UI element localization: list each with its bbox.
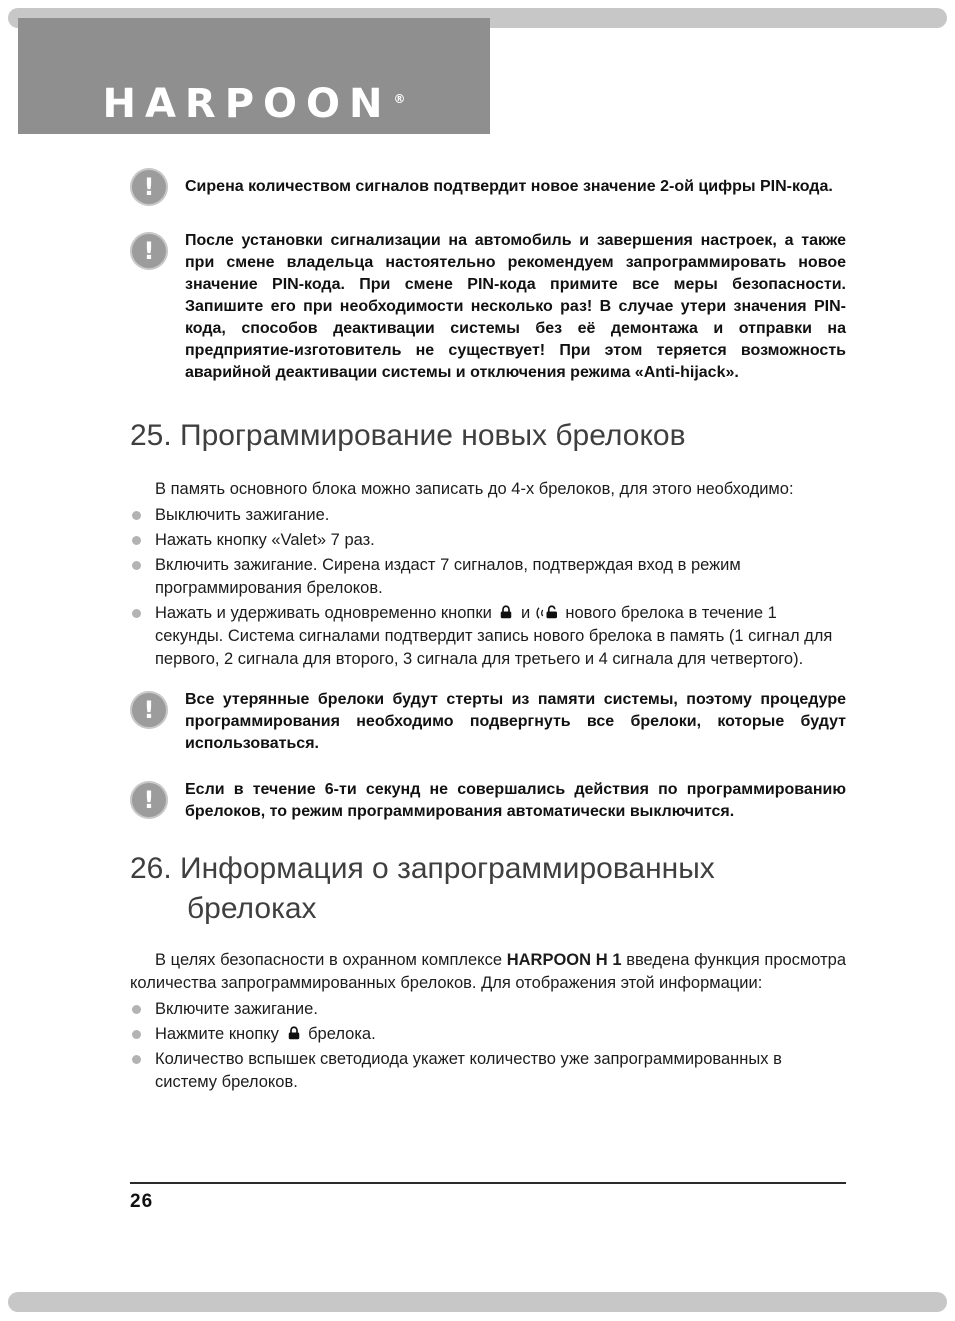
page-footer bbox=[130, 1182, 846, 1213]
bullet-icon bbox=[132, 1055, 141, 1064]
bullet-icon bbox=[132, 1005, 141, 1014]
bullet-text-pre: Нажать и удерживать одновременно кнопки bbox=[155, 604, 492, 622]
exclamation-icon: ! bbox=[130, 232, 168, 270]
bullet-icon bbox=[132, 561, 141, 570]
list-item bbox=[130, 998, 846, 1021]
bullet-text: Количество вспышек светодиода укажет количество уже запрограммированных в систему брелоков. bbox=[155, 1050, 782, 1091]
section26-intro bbox=[130, 949, 846, 995]
lock-button-icon bbox=[496, 604, 516, 622]
warning-text: Если в течение 6-ти секунд не совершались действия по программированию брелоков, то режим программирования автоматически выключится. bbox=[185, 781, 846, 820]
page-number: 26 bbox=[130, 1191, 154, 1212]
bottom-decoration-bar bbox=[8, 1292, 947, 1312]
warning-text: Все утерянные брелоки будут стерты из памяти системы, поэтому процедуре программирования необходимо подвергнуть все брелоки, которые будут использоваться. bbox=[185, 691, 846, 752]
bullet-text: Включить зажигание. Сирена издаст 7 сигналов, подтверждая вход в режим программирования брелоков. bbox=[155, 556, 741, 597]
bullet-icon bbox=[132, 609, 141, 618]
intro-text-pre: В целях безопасности в охранном комплексе bbox=[155, 951, 503, 969]
bullet-text: Включите зажигание. bbox=[155, 1000, 318, 1018]
warning-note bbox=[130, 781, 846, 823]
list-item bbox=[130, 504, 846, 527]
lock-button-icon bbox=[284, 1025, 304, 1043]
exclamation-icon: ! bbox=[130, 781, 168, 819]
warning-note bbox=[130, 168, 846, 206]
section-26-title: 26. Информация о запрограммированных брелоках bbox=[130, 852, 715, 925]
bullet-text: Выключить зажигание. bbox=[155, 506, 330, 524]
page-content bbox=[130, 168, 846, 1114]
warning-note bbox=[130, 691, 846, 755]
logo-text: HARPOON bbox=[102, 81, 392, 127]
bullet-icon bbox=[132, 511, 141, 520]
harpoon-logo bbox=[102, 81, 406, 127]
warning-text: После установки сигнализации на автомобиль и завершения настроек, а также при смене владельца настоятельно рекомендуем запрограммировать новое значение PIN-кода. При смене PIN-кода примите все меры безопасности. Запишите его при необходимости несколько раз! В случае утери значения PIN-кода, способов деактивации системы без её демонтажа и отправки на предприятие-изготовитель не существует! При этом теряется возможность аварийной деактивации системы и отключения режима «Anti-hijack». bbox=[185, 232, 846, 381]
exclamation-icon: ! bbox=[130, 168, 168, 206]
warning-text: Сирена количеством сигналов подтвердит новое значение 2-ой цифры PIN-кода. bbox=[185, 178, 833, 195]
bullet-text: Нажать кнопку «Valet» 7 раз. bbox=[155, 531, 375, 549]
brand-name: HARPOON H 1 bbox=[506, 951, 622, 969]
bullet-text bbox=[155, 1025, 376, 1043]
bullet-text-pre: Нажмите кнопку bbox=[155, 1025, 279, 1043]
list-item bbox=[130, 1023, 846, 1046]
intro-text-post: введена функция просмотра количества запрограммированных брелоков. Для отображения этой информации: bbox=[130, 951, 846, 992]
exclamation-icon: ! bbox=[130, 691, 168, 729]
registered-mark: ® bbox=[393, 91, 406, 106]
section26-bullet-list bbox=[130, 998, 846, 1094]
section25-bullet-list bbox=[130, 504, 846, 671]
list-item bbox=[130, 529, 846, 552]
brand-header bbox=[18, 18, 490, 134]
warning-note bbox=[130, 232, 846, 384]
list-item bbox=[130, 1048, 846, 1094]
section-25-title: 25. Программирование новых брелоков bbox=[130, 419, 686, 452]
bullet-text-between: и bbox=[520, 604, 531, 622]
list-item bbox=[130, 602, 846, 671]
bullet-text-post: нового брелока в течение 1 секунды. Система сигналами подтвердит запись нового брелока в память (1 сигнал для первого, 2 сигнала для второго, 3 сигнала для третьего и 4 сигнала для четвертого). bbox=[155, 604, 833, 668]
list-item bbox=[130, 554, 846, 600]
bullet-text bbox=[155, 604, 832, 668]
bullet-icon bbox=[132, 1030, 141, 1039]
unlock-button-icon bbox=[535, 604, 561, 622]
bullet-text-post: брелока. bbox=[308, 1025, 376, 1043]
bullet-icon bbox=[132, 536, 141, 545]
section25-intro: В память основного блока можно записать до 4-х брелоков, для этого необходимо: bbox=[155, 480, 794, 498]
